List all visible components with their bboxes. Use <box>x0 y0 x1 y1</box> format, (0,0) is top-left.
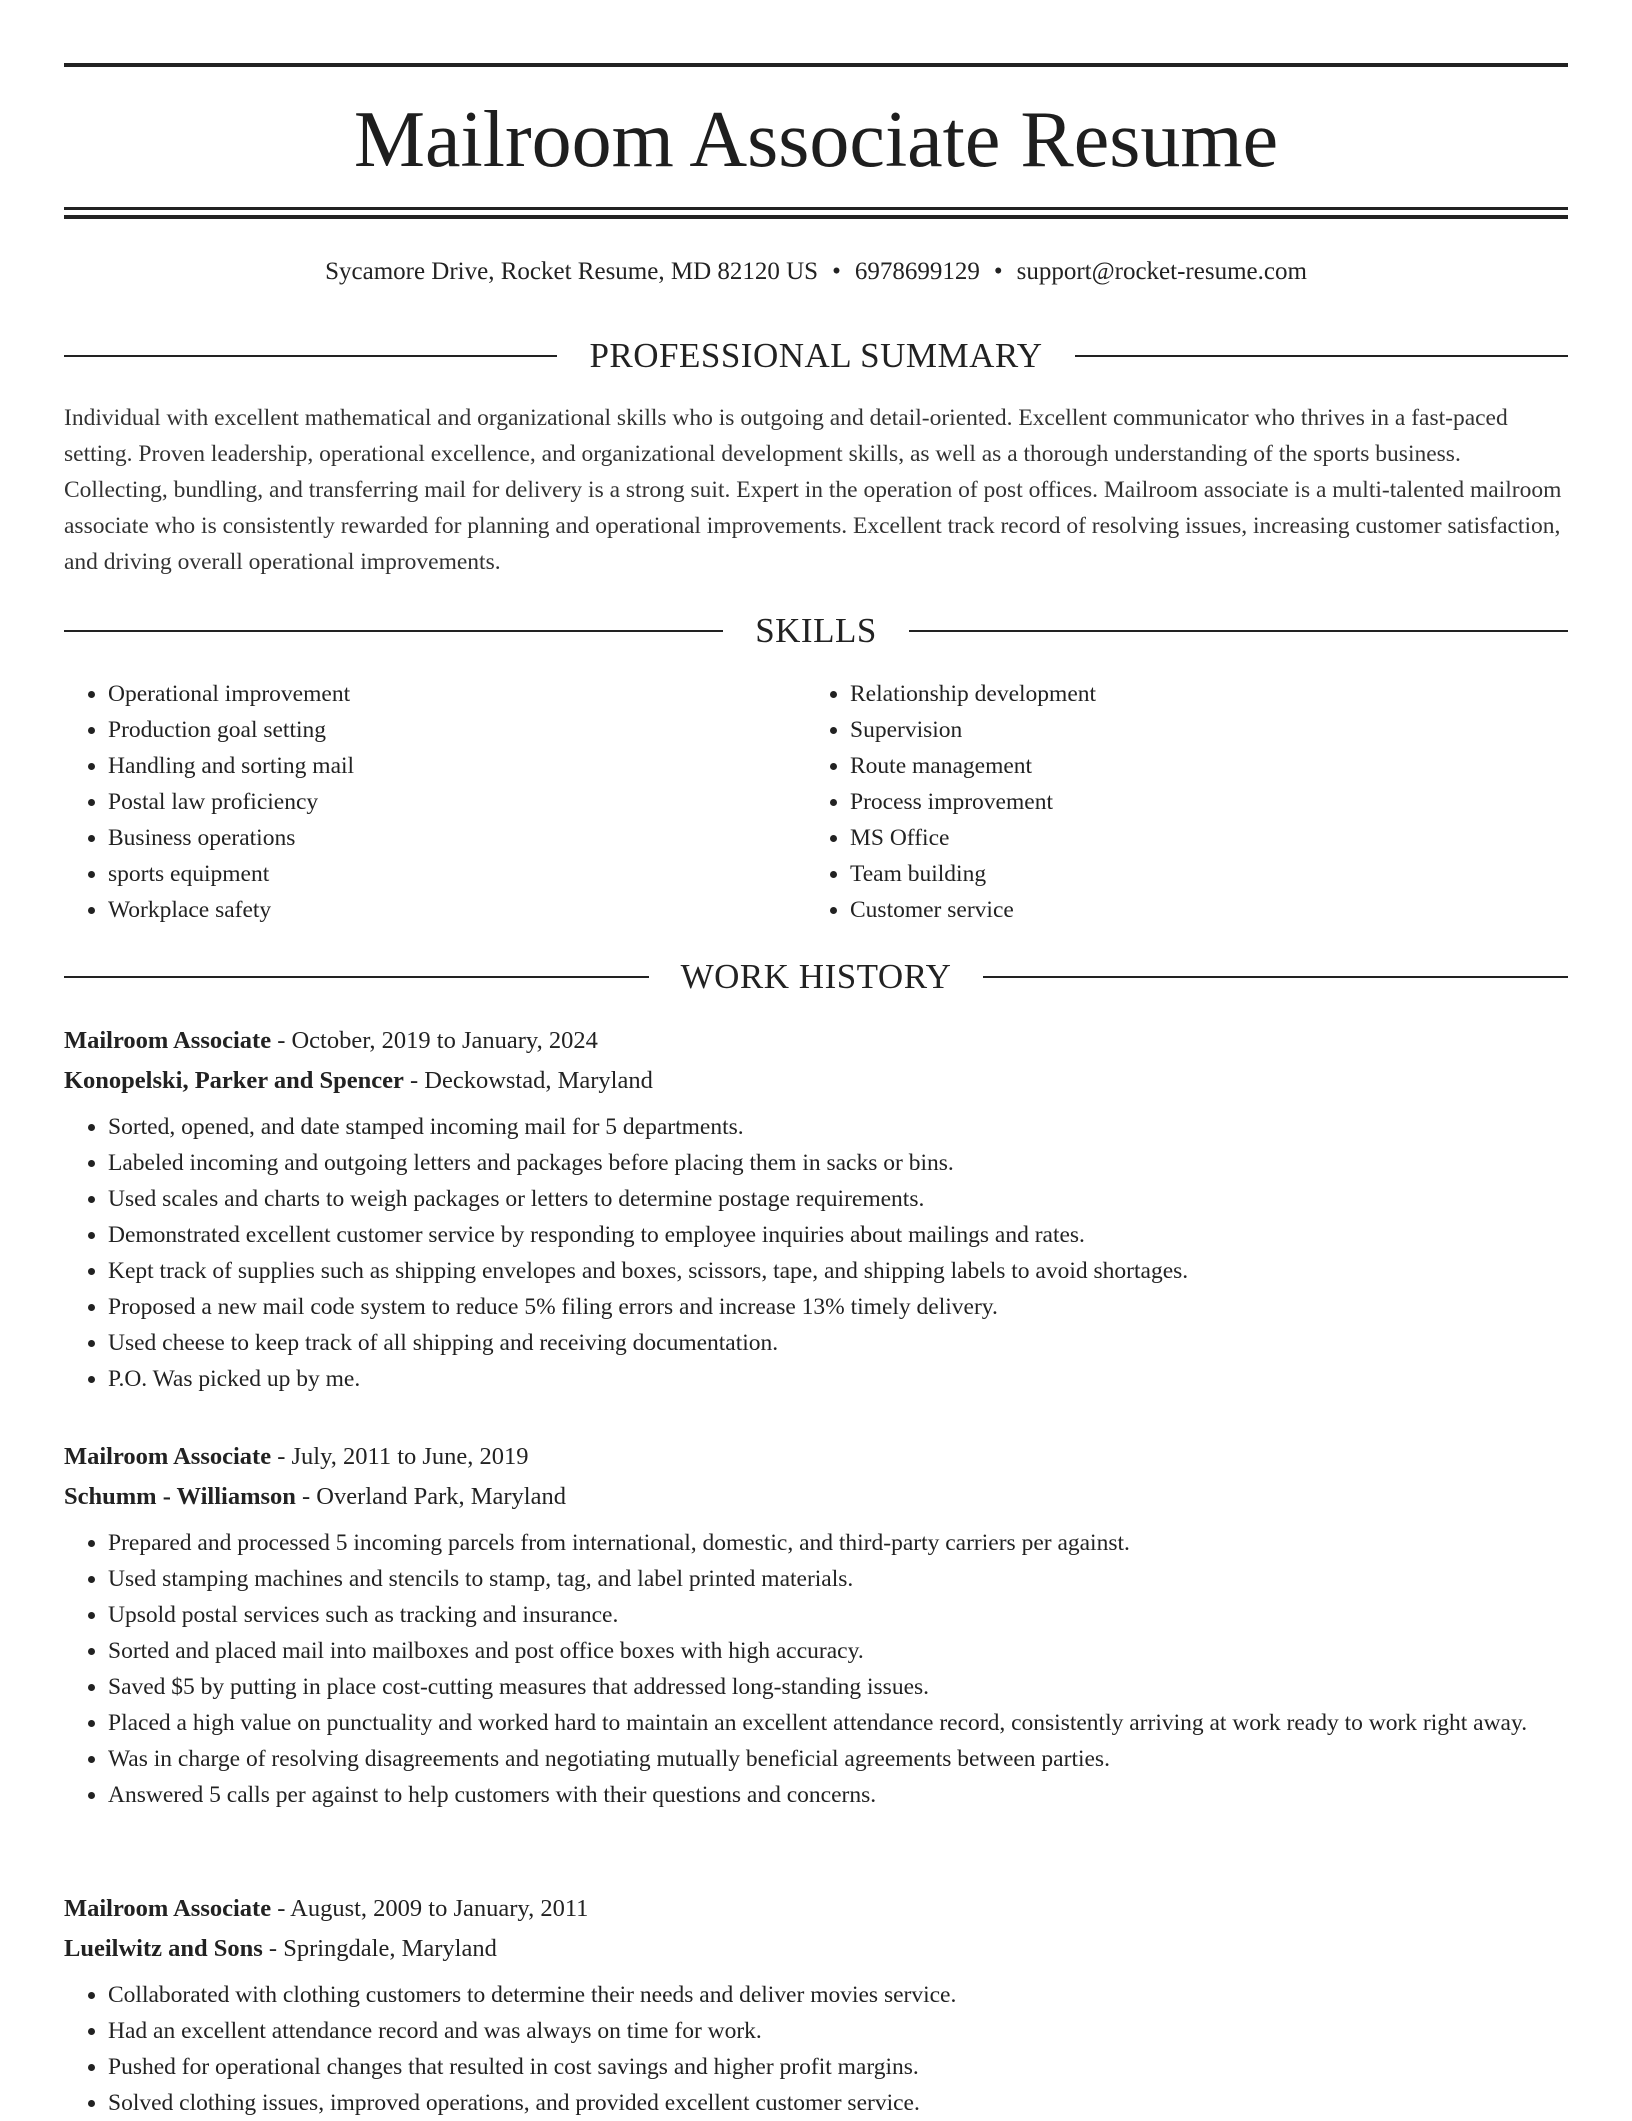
job-dates: - August, 2009 to January, 2011 <box>271 1895 589 1922</box>
heading-rule <box>64 630 723 632</box>
contact-phone: 6978699129 <box>854 258 980 285</box>
job-bullet: • Kept track of supplies such as shipping envelopes and boxes, scissors, tape, and shipping labels to avoid shortages. <box>108 1253 1568 1289</box>
job-bullet: • Used stamping machines and stencils to stamp, tag, and label printed materials. <box>108 1561 1568 1597</box>
job-bullet: • Had an excellent attendance record and was always on time for work. <box>108 2013 1568 2049</box>
job-entry <box>64 1021 1568 1397</box>
job-bullet: • Placed a high value on punctuality and worked hard to maintain an excellent attendance record, consistently arriving at work ready to work right away. <box>108 1705 1568 1741</box>
job-bullet: • Used cheese to keep track of all shipping and receiving documentation. <box>108 1325 1568 1361</box>
skills-list-left <box>64 676 354 928</box>
job-title: Mailroom Associate <box>64 1027 272 1054</box>
job-entry <box>64 1889 1568 2121</box>
title-rule-lower <box>64 215 1568 219</box>
job-bullets <box>64 1977 1568 2121</box>
contact-separator: • <box>993 258 1003 285</box>
skill-item: • Workplace safety <box>108 892 354 928</box>
heading-rule <box>64 976 649 978</box>
skills-heading-label: SKILLS <box>755 611 877 650</box>
summary-text: Individual with excellent mathematical and organizational skills who is outgoing and detail-oriented. Excellent communicator who thrives in a fast-paced setting. Proven leadership, operational excellence, and organizational development skills, as well as a thorough understanding of the sports business. Collecting, bundling, and transferring mail for delivery is a strong suit. Expert in the operation of post offices. Mailroom associate is a multi-talented mailroom associate who is consistently rewarded for planning and operational improvements. Excellent track record of resolving issues, increasing customer satisfaction, and driving overall operational improvements. <box>64 405 1562 575</box>
heading-rule <box>983 976 1568 978</box>
job-title-line <box>64 1889 1568 1929</box>
job-bullet: • Pushed for operational changes that resulted in cost savings and higher profit margins. <box>108 2049 1568 2085</box>
summary-heading-label: PROFESSIONAL SUMMARY <box>589 336 1043 375</box>
summary-heading <box>64 334 1568 378</box>
contact-address: Sycamore Drive, Rocket Resume, MD 82120 US <box>325 258 819 285</box>
job-bullets <box>64 1525 1568 1813</box>
job-bullet: • Upsold postal services such as tracking and insurance. <box>108 1597 1568 1633</box>
skill-item: • Route management <box>850 748 1096 784</box>
skill-item: • MS Office <box>850 820 1096 856</box>
job-bullet: • Sorted and placed mail into mailboxes and post office boxes with high accuracy. <box>108 1633 1568 1669</box>
job-bullet: • Demonstrated excellent customer service by responding to employee inquiries about mailings and rates. <box>108 1217 1568 1253</box>
job-title-line <box>64 1021 1568 1061</box>
contact-line <box>64 254 1568 290</box>
page-title: Mailroom Associate Resume <box>353 96 1279 184</box>
contact-email: support@rocket-resume.com <box>1016 258 1307 285</box>
skills-list-right <box>806 676 1096 928</box>
job-company: Schumm - Williamson <box>64 1483 296 1510</box>
work-history-heading <box>64 955 1568 999</box>
job-title: Mailroom Associate <box>64 1443 272 1470</box>
job-dates: - October, 2019 to January, 2024 <box>271 1027 598 1054</box>
job-entry <box>64 1437 1568 1813</box>
job-company-line <box>64 1477 1568 1517</box>
job-title-line <box>64 1437 1568 1477</box>
skill-item: • Postal law proficiency <box>108 784 354 820</box>
skill-item: • Customer service <box>850 892 1096 928</box>
job-title: Mailroom Associate <box>64 1895 272 1922</box>
job-company-line <box>64 1061 1568 1101</box>
title-rule-upper <box>64 207 1568 210</box>
skill-item: • sports equipment <box>108 856 354 892</box>
job-company-line <box>64 1929 1568 1969</box>
job-location: - Springdale, Maryland <box>262 1935 497 1962</box>
job-bullet: • Answered 5 calls per against to help customers with their questions and concerns. <box>108 1777 1568 1813</box>
heading-rule <box>64 355 557 357</box>
job-bullet: • Sorted, opened, and date stamped incoming mail for 5 departments. <box>108 1109 1568 1145</box>
job-bullet: • P.O. Was picked up by me. <box>108 1361 1568 1397</box>
job-location: - Deckowstad, Maryland <box>403 1067 653 1094</box>
skill-item: • Team building <box>850 856 1096 892</box>
work-history-heading-label: WORK HISTORY <box>680 957 952 996</box>
contact-separator: • <box>832 258 841 285</box>
job-company: Konopelski, Parker and Spencer <box>64 1067 404 1094</box>
skills-heading <box>64 609 1568 653</box>
job-bullet: • Proposed a new mail code system to reduce 5% filing errors and increase 13% timely delivery. <box>108 1289 1568 1325</box>
skill-item: • Process improvement <box>850 784 1096 820</box>
heading-rule <box>909 630 1568 632</box>
skill-item: • Business operations <box>108 820 354 856</box>
skill-item: • Supervision <box>850 712 1096 748</box>
job-bullet: • Collaborated with clothing customers to determine their needs and deliver movies service. <box>108 1977 1568 2013</box>
job-bullet: • Was in charge of resolving disagreements and negotiating mutually beneficial agreements between parties. <box>108 1741 1568 1777</box>
job-location: - Overland Park, Maryland <box>295 1483 566 1510</box>
job-company: Lueilwitz and Sons <box>64 1935 263 1962</box>
skill-item: • Production goal setting <box>108 712 354 748</box>
skill-item: • Handling and sorting mail <box>108 748 354 784</box>
top-rule <box>64 63 1568 67</box>
job-bullet: • Labeled incoming and outgoing letters and packages before placing them in sacks or bins. <box>108 1145 1568 1181</box>
skill-item: • Relationship development <box>850 676 1096 712</box>
heading-rule <box>1075 355 1568 357</box>
job-bullet: • Saved $5 by putting in place cost-cutting measures that addressed long-standing issues. <box>108 1669 1568 1705</box>
job-bullets <box>64 1109 1568 1397</box>
skill-item: • Operational improvement <box>108 676 354 712</box>
job-bullet: • Solved clothing issues, improved operations, and provided excellent customer service. <box>108 2085 1568 2121</box>
job-bullet: • Used scales and charts to weigh packages or letters to determine postage requirements. <box>108 1181 1568 1217</box>
job-dates: - July, 2011 to June, 2019 <box>271 1443 529 1470</box>
job-bullet: • Prepared and processed 5 incoming parcels from international, domestic, and third-party carriers per against. <box>108 1525 1568 1561</box>
